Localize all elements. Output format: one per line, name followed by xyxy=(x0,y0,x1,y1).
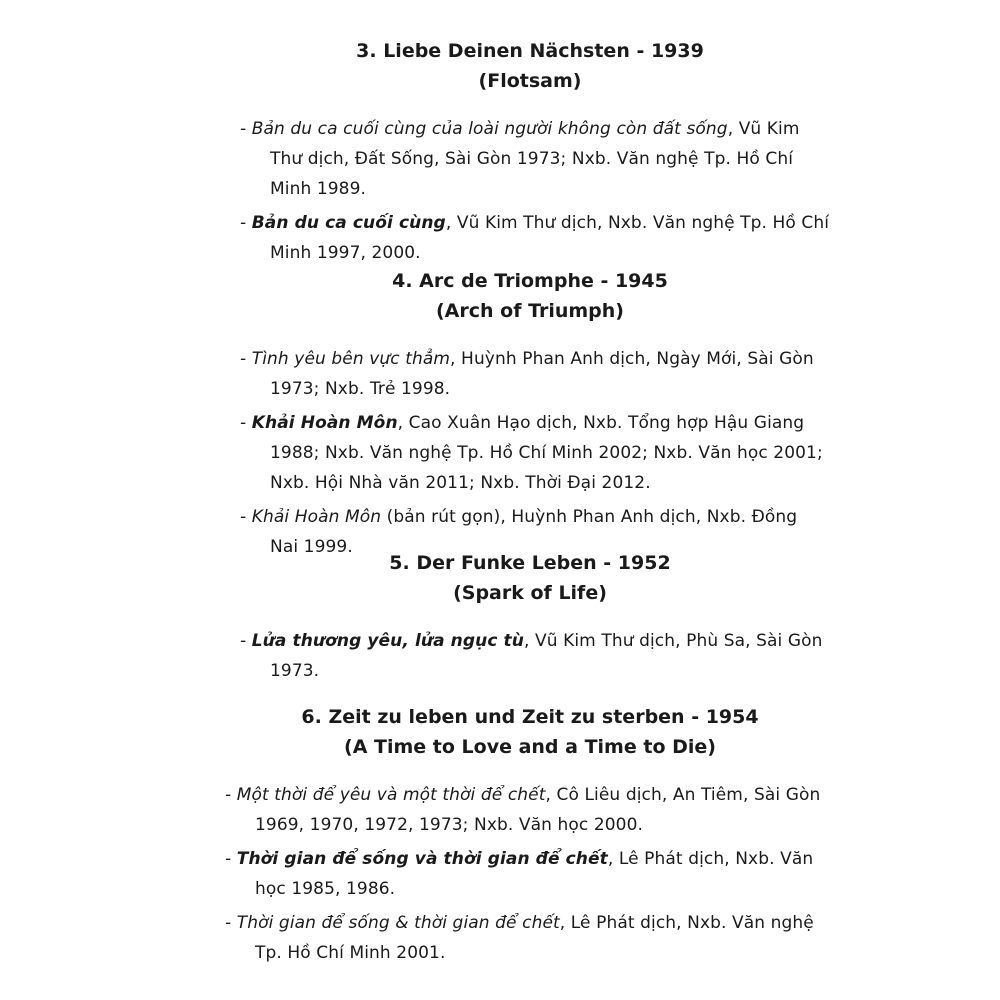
entry-list xyxy=(215,780,845,968)
section-4 xyxy=(230,266,830,566)
section-subheading: (Flotsam) xyxy=(478,70,582,92)
entry-details: , Vũ Kim Thư dịch, Phù Sa, Sài Gòn 1973. xyxy=(270,631,823,681)
section-heading: 6. Zeit zu leben und Zeit zu sterben - 1954 xyxy=(301,706,759,728)
entry-details: , Vũ Kim Thư dịch, Đất Sống, Sài Gòn 1973; Nxb. Văn nghệ Tp. Hồ Chí Minh 1989. xyxy=(270,119,800,199)
entry-title: Khải Hoàn Môn xyxy=(251,507,382,527)
section-heading: 4. Arc de Triomphe - 1945 xyxy=(392,270,668,292)
list-item: - Lửa thương yêu, lửa ngục tù, Vũ Kim Thư dịch, Phù Sa, Sài Gòn 1973. xyxy=(240,631,823,681)
section-subheading: (Arch of Triumph) xyxy=(436,300,624,322)
list-item: - Bản du ca cuối cùng, Vũ Kim Thư dịch, Nxb. Văn nghệ Tp. Hồ Chí Minh 1997, 2000. xyxy=(240,213,830,263)
list-item: - Thời gian để sống & thời gian để chết, Lê Phát dịch, Nxb. Văn nghệ Tp. Hồ Chí Minh 2001. xyxy=(225,913,814,963)
list-item: - Tình yêu bên vực thẳm, Huỳnh Phan Anh dịch, Ngày Mới, Sài Gòn 1973; Nxb. Trẻ 1998. xyxy=(240,349,814,399)
list-item: - Khải Hoàn Môn (bản rút gọn), Huỳnh Phan Anh dịch, Nxb. Đồng Nai 1999. xyxy=(240,507,798,557)
section-heading: 5. Der Funke Leben - 1952 xyxy=(389,552,671,574)
entry-title: Khải Hoàn Môn xyxy=(251,413,398,433)
entry-details: , Vũ Kim Thư dịch, Nxb. Văn nghệ Tp. Hồ Chí Minh 1997, 2000. xyxy=(270,213,830,263)
entry-title: Thời gian để sống & thời gian để chết xyxy=(236,913,560,933)
section-heading: 3. Liebe Deinen Nächsten - 1939 xyxy=(356,40,704,62)
entry-list xyxy=(230,114,830,268)
list-item: - Thời gian để sống và thời gian để chết, Lê Phát dịch, Nxb. Văn học 1985, 1986. xyxy=(225,849,814,899)
list-item: - Bản du ca cuối cùng của loài người không còn đất sống, Vũ Kim Thư dịch, Đất Sống, Sài Gòn 1973; Nxb. Văn nghệ Tp. Hồ Chí Minh 1989. xyxy=(240,119,800,199)
section-5 xyxy=(230,548,830,690)
section-6 xyxy=(215,702,845,972)
section-subheading: (Spark of Life) xyxy=(453,582,607,604)
entry-details: , Lê Phát dịch, Nxb. Văn nghệ Tp. Hồ Chí Minh 2001. xyxy=(255,913,814,963)
entry-details: , Cô Liêu dịch, An Tiêm, Sài Gòn 1969, 1970, 1972, 1973; Nxb. Văn học 2000. xyxy=(255,785,821,835)
list-item: - Một thời để yêu và một thời để chết, Cô Liêu dịch, An Tiêm, Sài Gòn 1969, 1970, 1972, 1973; Nxb. Văn học 2000. xyxy=(225,785,821,835)
entry-title: Thời gian để sống và thời gian để chết xyxy=(236,849,608,869)
entry-list xyxy=(230,626,830,686)
entry-details: , Lê Phát dịch, Nxb. Văn học 1985, 1986. xyxy=(255,849,814,899)
entry-title: Bản du ca cuối cùng xyxy=(251,213,446,233)
entry-list xyxy=(230,344,830,562)
entry-title: Lửa thương yêu, lửa ngục tù xyxy=(251,631,524,651)
entry-details: , Cao Xuân Hạo dịch, Nxb. Tổng hợp Hậu Giang 1988; Nxb. Văn nghệ Tp. Hồ Chí Minh 2002; Nxb. Văn học 2001; Nxb. Hội Nhà văn 2011; Nxb. Thời Đại 2012. xyxy=(270,413,823,493)
entry-details: (bản rút gọn), Huỳnh Phan Anh dịch, Nxb. Đồng Nai 1999. xyxy=(270,507,798,557)
entry-details: , Huỳnh Phan Anh dịch, Ngày Mới, Sài Gòn 1973; Nxb. Trẻ 1998. xyxy=(270,349,814,399)
section-subheading: (A Time to Love and a Time to Die) xyxy=(344,736,716,758)
list-item: - Khải Hoàn Môn, Cao Xuân Hạo dịch, Nxb. Tổng hợp Hậu Giang 1988; Nxb. Văn nghệ Tp. Hồ Chí Minh 2002; Nxb. Văn học 2001; Nxb. Hội Nhà văn 2011; Nxb. Thời Đại 2012. xyxy=(240,413,823,493)
entry-title: Tình yêu bên vực thẳm xyxy=(251,349,451,369)
section-3 xyxy=(230,36,830,272)
entry-title: Một thời để yêu và một thời để chết xyxy=(236,785,546,805)
entry-title: Bản du ca cuối cùng của loài người không còn đất sống xyxy=(251,119,728,139)
